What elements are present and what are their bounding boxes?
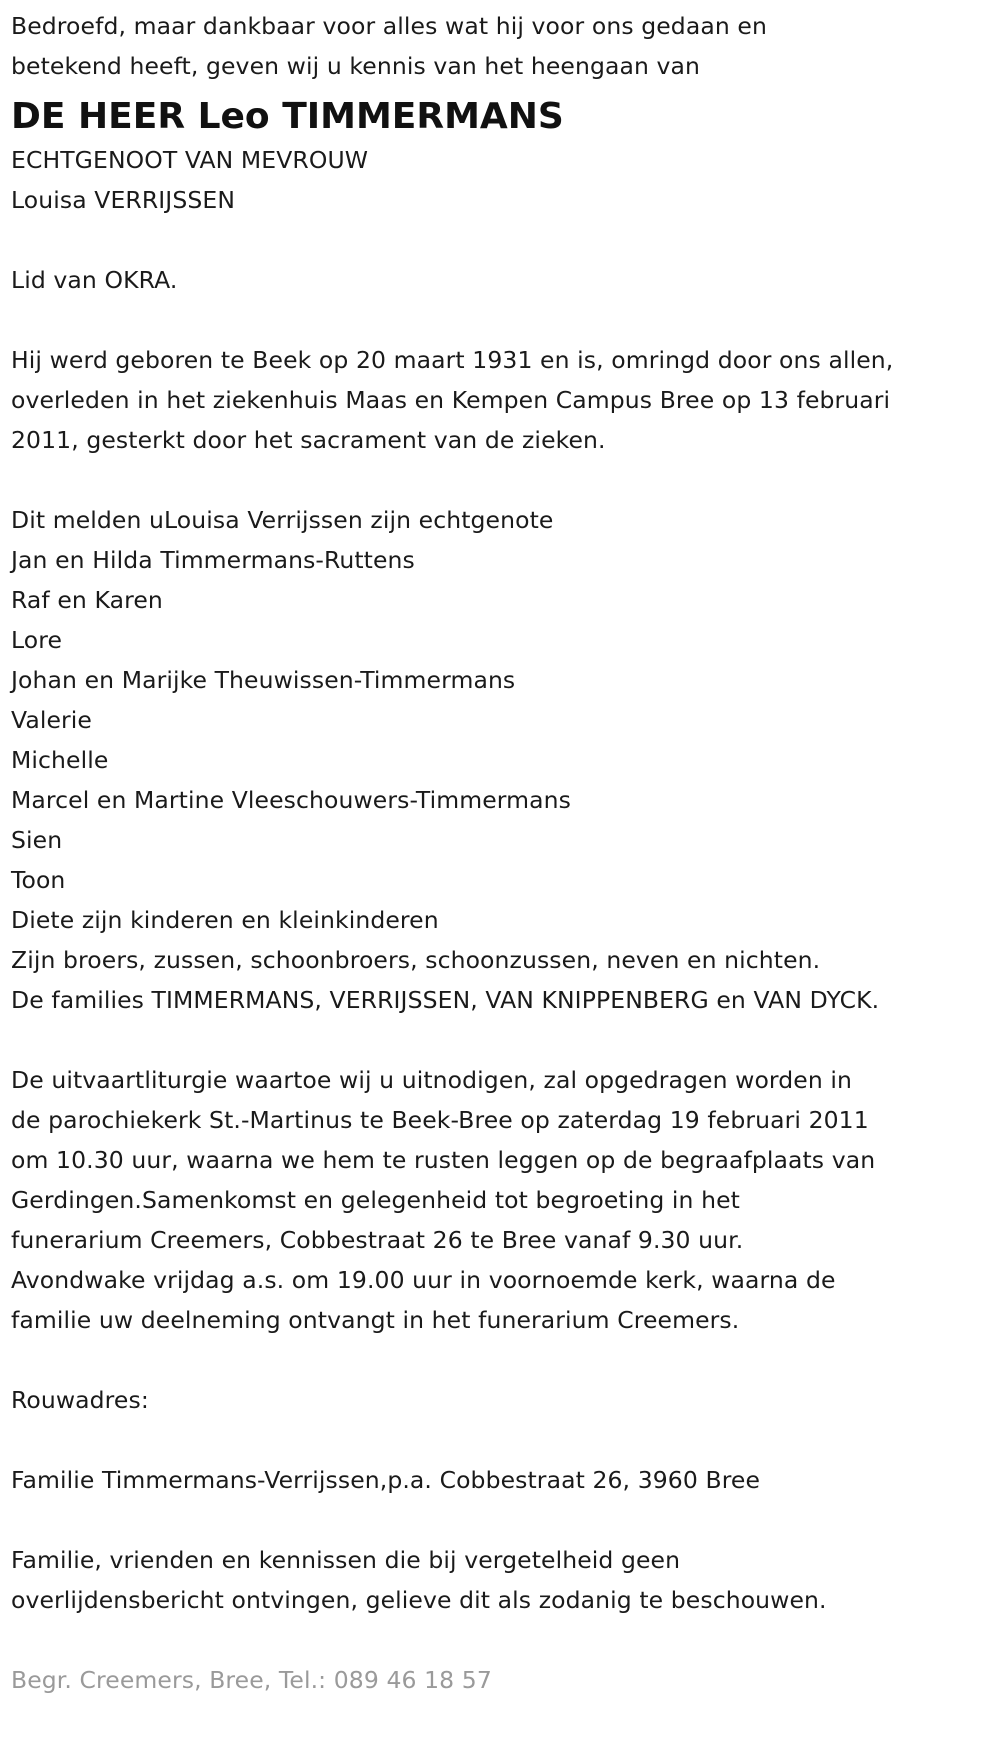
intro-line: betekend heeft, geven wij u kennis van het heengaan van	[11, 52, 701, 80]
funeral-line: de parochiekerk St.-Martinus te Beek-Bree op zaterdag 19 februari 2011	[11, 1106, 869, 1134]
birth-death-paragraph	[11, 340, 1000, 460]
funeral-line: De uitvaartliturgie waartoe wij u uitnodigen, zal opgedragen worden in	[11, 1066, 853, 1094]
funeral-home-footer: Begr. Creemers, Bree, Tel.: 089 46 18 57	[11, 1666, 492, 1694]
funeral-line: om 10.30 uur, waarna we hem te rusten leggen op de begraafplaats van	[11, 1146, 876, 1174]
family-list	[11, 500, 1000, 1020]
family-line: Valerie	[11, 706, 92, 734]
funeral-line: Avondwake vrijdag a.s. om 19.00 uur in voornoemde kerk, waarna de	[11, 1266, 836, 1294]
spouse-block	[11, 140, 1000, 220]
family-line: Raf en Karen	[11, 586, 163, 614]
spouse-line: Louisa VERRIJSSEN	[11, 186, 235, 214]
deceased-name: DE HEER Leo TIMMERMANS	[11, 96, 564, 137]
funeral-paragraph	[11, 1060, 1000, 1340]
intro-paragraph	[11, 6, 1000, 86]
family-line: De families TIMMERMANS, VERRIJSSEN, VAN KNIPPENBERG en VAN DYCK.	[11, 986, 880, 1014]
funeral-line: familie uw deelneming ontvangt in het funerarium Creemers.	[11, 1306, 740, 1334]
mourning-address-label: Rouwadres:	[11, 1386, 149, 1414]
birth-death-line: Hij werd geboren te Beek op 20 maart 1931 en is, omringd door ons allen,	[11, 346, 894, 374]
family-line: Lore	[11, 626, 63, 654]
family-line: Toon	[11, 866, 66, 894]
notice-line: Familie, vrienden en kennissen die bij vergetelheid geen	[11, 1546, 681, 1574]
family-line: Michelle	[11, 746, 109, 774]
notice-paragraph	[11, 1540, 1000, 1620]
funeral-line: funerarium Creemers, Cobbestraat 26 te Bree vanaf 9.30 uur.	[11, 1226, 744, 1254]
family-line: Zijn broers, zussen, schoonbroers, schoonzussen, neven en nichten.	[11, 946, 821, 974]
family-line: Sien	[11, 826, 63, 854]
membership-text: Lid van OKRA.	[11, 266, 178, 294]
family-line: Diete zijn kinderen en kleinkinderen	[11, 906, 439, 934]
spouse-line: ECHTGENOOT VAN MEVROUW	[11, 146, 369, 174]
family-line: Marcel en Martine Vleeschouwers-Timmermans	[11, 786, 571, 814]
family-line: Jan en Hilda Timmermans-Ruttens	[11, 546, 415, 574]
family-line: Johan en Marijke Theuwissen-Timmermans	[11, 666, 516, 694]
notice-line: overlijdensbericht ontvingen, gelieve dit als zodanig te beschouwen.	[11, 1586, 827, 1614]
family-line: Dit melden uLouisa Verrijssen zijn echtgenote	[11, 506, 554, 534]
birth-death-line: overleden in het ziekenhuis Maas en Kempen Campus Bree op 13 februari	[11, 386, 891, 414]
funeral-line: Gerdingen.Samenkomst en gelegenheid tot begroeting in het	[11, 1186, 740, 1214]
intro-line: Bedroefd, maar dankbaar voor alles wat hij voor ons gedaan en	[11, 12, 767, 40]
birth-death-line: 2011, gesterkt door het sacrament van de zieken.	[11, 426, 606, 454]
mourning-address: Familie Timmermans-Verrijssen,p.a. Cobbestraat 26, 3960 Bree	[11, 1466, 761, 1494]
